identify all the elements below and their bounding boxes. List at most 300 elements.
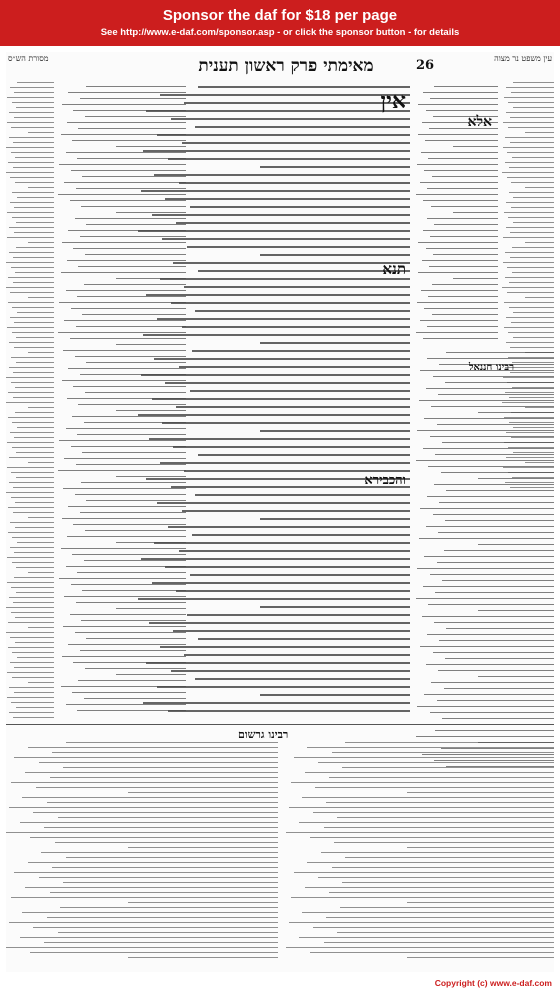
text-line	[510, 257, 554, 258]
rabbeinu-gershom-lines-right	[286, 742, 554, 966]
text-line	[260, 166, 410, 168]
text-line	[509, 282, 554, 283]
text-line	[28, 517, 54, 518]
text-line	[503, 237, 554, 238]
text-line	[78, 266, 186, 267]
text-line	[78, 680, 186, 681]
text-line	[198, 86, 410, 88]
text-line	[7, 442, 54, 443]
sponsor-banner-title[interactable]: Sponsor the daf for $18 per page	[162, 7, 398, 24]
text-line	[307, 747, 554, 748]
text-line	[260, 430, 410, 432]
text-line	[332, 752, 554, 753]
text-line	[58, 817, 278, 818]
text-line	[13, 372, 54, 373]
text-line	[511, 207, 554, 208]
text-line	[10, 177, 54, 178]
text-line	[28, 572, 54, 573]
text-line	[426, 526, 554, 527]
text-line	[70, 614, 186, 615]
text-line	[59, 440, 186, 441]
text-line	[286, 832, 554, 833]
text-line	[70, 338, 186, 339]
text-line	[28, 407, 54, 408]
text-line	[417, 430, 554, 431]
text-line	[525, 187, 554, 188]
tosafot-commentary	[58, 86, 186, 718]
text-line	[52, 867, 278, 868]
text-line	[128, 902, 278, 903]
text-line	[58, 932, 278, 933]
text-line	[13, 257, 54, 258]
text-line	[9, 597, 54, 598]
text-line	[190, 574, 410, 576]
text-line	[507, 292, 554, 293]
text-line	[73, 662, 186, 663]
text-line	[68, 92, 186, 93]
text-line	[9, 922, 278, 923]
text-line	[116, 344, 186, 345]
text-line	[433, 376, 554, 377]
text-line	[62, 380, 186, 381]
text-line	[184, 102, 410, 104]
text-line	[510, 232, 554, 233]
text-line	[59, 302, 186, 303]
text-line	[58, 470, 186, 471]
text-line	[14, 692, 54, 693]
text-line	[173, 630, 410, 632]
text-line	[179, 182, 410, 184]
text-line	[64, 458, 186, 459]
text-line	[52, 752, 278, 753]
text-line	[8, 417, 54, 418]
text-line	[168, 710, 410, 712]
text-line	[198, 270, 410, 272]
text-line	[416, 598, 554, 599]
text-line	[435, 592, 554, 593]
text-line	[195, 678, 410, 680]
text-line	[11, 127, 54, 128]
dibbur-hamatchil-3: והכבירא	[364, 473, 406, 488]
text-line	[11, 357, 54, 358]
text-line	[62, 656, 186, 657]
text-line	[168, 158, 410, 160]
text-line	[417, 706, 554, 707]
rabbeinu-gershom-heading: רבינו גרשום	[238, 728, 289, 741]
text-line	[424, 308, 498, 309]
text-line	[77, 158, 186, 159]
text-line	[61, 272, 186, 273]
text-line	[63, 767, 278, 768]
text-line	[198, 454, 410, 456]
text-line	[84, 698, 186, 699]
text-line	[7, 697, 54, 698]
text-line	[16, 592, 54, 593]
text-line	[176, 590, 410, 592]
text-line	[299, 822, 554, 823]
text-line	[13, 717, 54, 718]
text-line	[11, 782, 278, 783]
text-line	[61, 686, 186, 687]
text-line	[14, 117, 54, 118]
text-line	[84, 284, 186, 285]
text-line	[417, 568, 554, 569]
text-line	[15, 387, 54, 388]
text-line	[326, 917, 554, 918]
text-line	[14, 552, 54, 553]
text-line	[28, 747, 278, 748]
text-line	[73, 386, 186, 387]
text-line	[302, 912, 554, 913]
text-line	[165, 198, 410, 200]
text-line	[162, 238, 410, 240]
text-line	[15, 502, 54, 503]
text-line	[41, 852, 278, 853]
text-line	[445, 382, 554, 383]
divider-line	[6, 724, 554, 725]
text-line	[47, 802, 278, 803]
text-line	[160, 278, 410, 280]
text-line	[505, 137, 554, 138]
text-line	[426, 664, 554, 665]
rabbeinu-gershom-lines-left	[6, 742, 278, 966]
text-line	[28, 242, 54, 243]
text-line	[28, 187, 54, 188]
text-line	[506, 227, 554, 228]
text-line	[513, 107, 554, 108]
text-line	[14, 232, 54, 233]
text-line	[28, 132, 54, 133]
text-line	[6, 287, 54, 288]
text-line	[422, 260, 498, 261]
text-line	[14, 437, 54, 438]
text-line	[337, 817, 554, 818]
text-line	[418, 272, 498, 273]
text-line	[9, 252, 54, 253]
text-line	[445, 658, 554, 659]
text-line	[509, 192, 554, 193]
text-line	[67, 398, 186, 399]
text-line	[507, 267, 554, 268]
text-line	[85, 530, 186, 531]
text-line	[66, 566, 186, 567]
text-line	[11, 587, 54, 588]
text-line	[12, 677, 54, 678]
text-line	[8, 532, 54, 533]
text-line	[302, 797, 554, 798]
text-line	[426, 248, 498, 249]
text-line	[50, 892, 278, 893]
text-line	[507, 152, 554, 153]
text-line	[86, 638, 186, 639]
text-line	[68, 230, 186, 231]
page-header	[6, 52, 554, 82]
text-line	[430, 436, 554, 437]
text-line	[12, 102, 54, 103]
text-line	[313, 812, 554, 813]
text-line	[173, 262, 410, 264]
text-line	[195, 310, 410, 312]
text-line	[28, 682, 54, 683]
text-line	[439, 640, 554, 641]
text-line	[324, 827, 554, 828]
text-line	[77, 296, 186, 297]
text-line	[28, 862, 278, 863]
text-line	[72, 554, 186, 555]
text-line	[438, 670, 554, 671]
text-line	[478, 544, 554, 545]
text-line	[441, 472, 554, 473]
text-line	[187, 614, 410, 616]
text-line	[22, 912, 278, 913]
gemara-opening-word: אין	[380, 88, 406, 114]
text-line	[8, 622, 54, 623]
text-line	[505, 252, 554, 253]
text-line	[421, 152, 498, 153]
text-line	[510, 347, 554, 348]
text-line	[30, 837, 278, 838]
text-line	[17, 542, 54, 543]
text-line	[423, 200, 498, 201]
text-line	[430, 712, 554, 713]
text-line	[418, 104, 498, 105]
text-line	[22, 797, 278, 798]
text-line	[9, 367, 54, 368]
text-line	[82, 314, 186, 315]
text-line	[116, 146, 186, 147]
text-line	[437, 700, 554, 701]
text-line	[506, 202, 554, 203]
text-line	[16, 477, 54, 478]
text-line	[7, 237, 54, 238]
text-line	[337, 932, 554, 933]
text-line	[116, 608, 186, 609]
text-line	[9, 227, 54, 228]
text-line	[6, 632, 54, 633]
text-line	[71, 584, 186, 585]
text-line	[525, 297, 554, 298]
text-line	[418, 242, 498, 243]
text-line	[13, 487, 54, 488]
text-line	[434, 622, 554, 623]
text-line	[423, 338, 498, 339]
text-line	[502, 287, 554, 288]
sponsor-banner[interactable]	[0, 0, 560, 46]
text-line	[157, 502, 410, 504]
text-line	[15, 182, 54, 183]
text-line	[423, 92, 498, 93]
text-line	[12, 332, 54, 333]
text-line	[512, 157, 554, 158]
text-line	[62, 518, 186, 519]
text-line	[427, 496, 554, 497]
text-line	[446, 628, 554, 629]
text-line	[72, 140, 186, 141]
text-line	[62, 104, 186, 105]
text-line	[14, 322, 54, 323]
text-line	[116, 674, 186, 675]
text-line	[513, 197, 554, 198]
text-line	[71, 170, 186, 171]
text-line	[75, 356, 186, 357]
text-line	[7, 467, 54, 468]
text-line	[11, 612, 54, 613]
text-line	[342, 882, 554, 883]
text-line	[438, 394, 554, 395]
text-line	[11, 382, 54, 383]
text-line	[433, 514, 554, 515]
text-line	[16, 362, 54, 363]
text-line	[9, 112, 54, 113]
text-line	[11, 897, 278, 898]
text-line	[116, 410, 186, 411]
text-line	[7, 557, 54, 558]
text-line	[198, 638, 410, 640]
text-line	[437, 562, 554, 563]
rabbeinu-gershom-text-right	[286, 742, 554, 966]
text-line	[184, 286, 410, 288]
text-line	[427, 358, 554, 359]
text-line	[72, 416, 186, 417]
text-line	[81, 482, 186, 483]
text-line	[7, 122, 54, 123]
text-line	[426, 388, 554, 389]
text-line	[435, 454, 554, 455]
text-line	[424, 170, 498, 171]
text-line	[59, 164, 186, 165]
text-line	[508, 332, 554, 333]
text-line	[506, 342, 554, 343]
text-line	[6, 492, 54, 493]
text-line	[423, 448, 554, 449]
text-line	[513, 312, 554, 313]
text-line	[58, 194, 186, 195]
text-line	[128, 792, 278, 793]
text-line	[73, 110, 186, 111]
text-line	[157, 134, 410, 136]
text-line	[8, 647, 54, 648]
text-line	[15, 412, 54, 413]
text-line	[70, 200, 186, 201]
text-line	[80, 374, 186, 375]
text-line	[502, 172, 554, 173]
text-line	[61, 548, 186, 549]
text-line	[190, 390, 410, 392]
text-line	[444, 688, 554, 689]
text-line	[160, 94, 410, 96]
text-line	[33, 927, 278, 928]
text-line	[82, 176, 186, 177]
text-line	[10, 87, 54, 88]
text-line	[11, 267, 54, 268]
rabbeinu-chananel-text	[416, 352, 554, 772]
text-line	[85, 116, 186, 117]
text-line	[505, 277, 554, 278]
sponsor-banner-subtitle[interactable]: See http://www.e-daf.com/sponsor.asp - or click the sponsor button - for details	[100, 27, 460, 38]
text-line	[81, 206, 186, 207]
text-line	[66, 857, 278, 858]
text-line	[506, 87, 554, 88]
text-line	[504, 327, 554, 328]
rabbeinu-chananel-block	[416, 352, 554, 772]
text-line	[67, 122, 186, 123]
text-line	[168, 526, 410, 528]
text-line	[63, 626, 186, 627]
dibbur-hamatchil-1: אלא	[467, 114, 492, 130]
text-line	[512, 247, 554, 248]
text-line	[424, 418, 554, 419]
text-line	[6, 832, 278, 833]
text-line	[294, 757, 554, 758]
text-line	[307, 862, 554, 863]
text-line	[7, 327, 54, 328]
text-line	[62, 242, 186, 243]
text-line	[86, 86, 186, 87]
text-line	[504, 302, 554, 303]
text-line	[453, 212, 498, 213]
text-line	[9, 457, 54, 458]
text-line	[305, 772, 554, 773]
text-line	[419, 400, 554, 401]
text-line	[10, 432, 54, 433]
tosafot-text	[58, 86, 186, 718]
text-line	[299, 937, 554, 938]
text-line	[15, 157, 54, 158]
text-line	[424, 694, 554, 695]
text-line	[160, 462, 410, 464]
text-line	[66, 704, 186, 705]
text-line	[428, 466, 554, 467]
text-line	[478, 478, 554, 479]
text-line	[165, 566, 410, 568]
text-line	[433, 652, 554, 653]
page-title: מאימתי פרק ראשון תענית	[198, 56, 374, 76]
text-line	[432, 314, 498, 315]
text-line	[7, 212, 54, 213]
text-line	[315, 787, 554, 788]
text-line	[11, 152, 54, 153]
text-line	[13, 602, 54, 603]
text-line	[71, 308, 186, 309]
text-line	[64, 182, 186, 183]
text-line	[420, 508, 554, 509]
text-line	[13, 397, 54, 398]
text-line	[340, 907, 554, 908]
text-line	[75, 218, 186, 219]
text-line	[66, 290, 186, 291]
text-line	[9, 687, 54, 688]
text-line	[12, 447, 54, 448]
text-line	[66, 428, 186, 429]
text-line	[17, 657, 54, 658]
text-line	[76, 602, 186, 603]
text-line	[8, 162, 54, 163]
text-line	[512, 272, 554, 273]
text-line	[12, 217, 54, 218]
text-line	[9, 712, 54, 713]
text-line	[78, 404, 186, 405]
text-line	[6, 607, 54, 608]
text-line	[179, 550, 410, 552]
text-line	[434, 224, 498, 225]
text-line	[435, 730, 554, 731]
text-line	[152, 214, 410, 216]
text-line	[260, 342, 410, 344]
text-line	[75, 632, 186, 633]
text-line	[510, 117, 554, 118]
dibbur-hamatchil-2: תנא	[382, 260, 406, 278]
text-line	[453, 146, 498, 147]
